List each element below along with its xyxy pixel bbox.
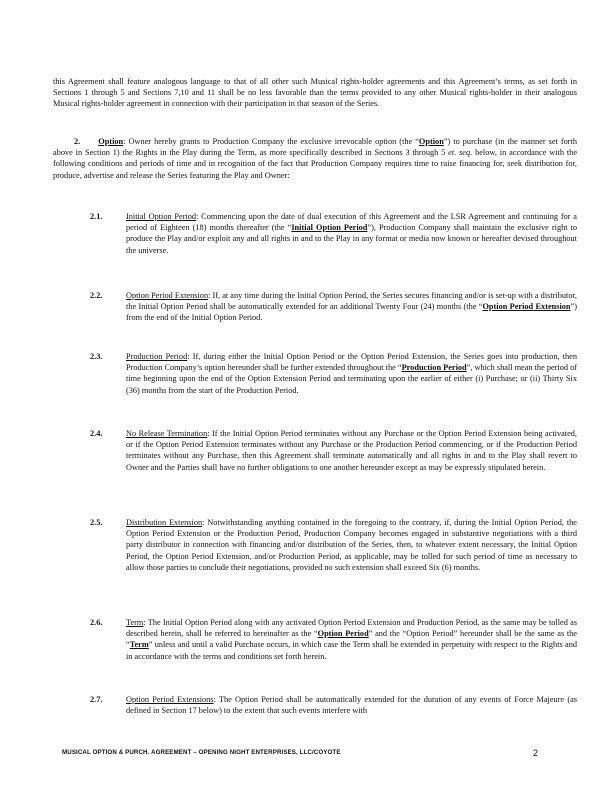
section-2-paragraph [53, 136, 577, 181]
subsection-text-2: ”, which shall mean the period of time beginning upon the end of the Option Extension Period and terminating upon the earlier of either (i) Purchase; or (ii) Thirty Six (36) months from the start of the Production Period. [126, 363, 578, 395]
subsection-text-2: ” and the “Option Period” hereunder shall be the same as the “ [126, 629, 577, 650]
subsection-defined-term: Option Period [317, 629, 369, 639]
section-2-text-1: : Owner hereby grants to Production Company the exclusive irrevocable option (the “ [123, 137, 419, 146]
subsection-2-1 [90, 211, 577, 256]
page-number: 2 [533, 748, 539, 758]
subsection-heading: Option Period Extensions [126, 695, 214, 704]
subsection-number: 2.4. [90, 429, 103, 438]
section-2-text-3: below, in accordance with the following conditions and periods of time and in recognition of the fact that Production Company requires time to raise financing for, seek distribution for, produce, advertise and release the Series featuring the Play and Owner: [53, 148, 577, 180]
subsection-number: 2.1. [90, 212, 103, 221]
subsection-number: 2.6. [90, 618, 103, 627]
subsection-2-2 [90, 290, 577, 324]
subsection-text: : If the Initial Option Period terminates without any Purchase or the Option Period Extension being activated, or if the Option Period Extension terminates without any Purchase or the Production Period commencing, or if the Production Period terminates without any Purchase, then this Agreement shall terminate automatically and all rights in and to the Play shall revert to Owner and the Parties shall have no further obligations to one another hereunder except as may be expressly stipulated herein. [126, 429, 577, 472]
subsection-defined-term: Production Period [401, 363, 467, 373]
section-2-number: 2. [74, 137, 81, 146]
section-2-text-2: ”) to purchase (in the manner set forth above in Section 1) the Rights in the Play during the Term, as more specifically described in Sections 3 through 5 [53, 137, 577, 158]
subsection-defined-term: Initial Option Period [291, 223, 368, 233]
subsection-2-4 [90, 428, 577, 473]
subsection-number: 2.7. [90, 695, 103, 704]
section-2-et-seq: et. seq. [448, 148, 473, 158]
subsection-text: : The Option Period shall be automatically extended for the duration of any events of Force Majeure (as defined in Section 17 below) to the extent that such events interfere with [126, 695, 577, 716]
intro-paragraph [53, 76, 577, 110]
subsection-2-7 [90, 694, 577, 716]
subsection-heading: Term [126, 618, 144, 627]
footer-title: MUSICAL OPTION & PURCH. AGREEMENT – OPENING NIGHT ENTERPRISES, LLC/COYOTE [62, 749, 341, 756]
subsection-text: : Commencing upon the date of dual execution of this Agreement and the LSR Agreement and continuing for a period of Eighteen (18) months thereafter (the “ [126, 212, 577, 233]
subsection-text-2: ”), Production Company shall maintain the exclusive right to produce the Play and/or exploit any and all rights in and to the Play in any format or media now known or hereafter devised throughout the universe. [126, 223, 578, 255]
subsection-text: : Notwithstanding anything contained in the foregoing to the contrary, if, during the Initial Option Period, the Option Period Extension or the Production Period, Production Company becomes engaged in substantive negotiations with a third party distributor in connection with financing and/or distribution of the Series, then, to whatever extent necessary, the Initial Option Period, the Option Period Extension, and/or Production Period, as applicable, may be tolled for such period of time as necessary to allow those parties to conclude their negotiations, provided no such extension shall exceed Six (6) months. [126, 518, 577, 572]
subsection-heading: Distribution Extension [126, 518, 203, 527]
subsection-text-2: ”) from the end of the Initial Option Period. [126, 302, 577, 323]
subsection-heading: Production Period [126, 352, 188, 361]
subsection-2-6 [90, 617, 577, 662]
subsection-2-5 [90, 517, 577, 573]
subsection-defined-term-2: Term [129, 640, 149, 650]
subsection-text: : The Initial Option Period along with any activated Option Period Extension and Production Period, as the same may be tolled as described herein, shall be referred to hereinafter as the “ [126, 618, 577, 639]
subsection-heading: Option Period Extension [126, 291, 209, 300]
subsection-heading: Initial Option Period [126, 212, 197, 221]
subsection-text-3: ” unless and until a valid Purchase occurs, in which case the Term shall be extended in perpetuity with respect to the Rights and in accordance with the terms and conditions set forth herein. [126, 640, 577, 661]
subsection-number: 2.2. [90, 291, 103, 300]
subsection-text: : If, at any time during the Initial Option Period, the Series secures financing and/or is set-up with a distributor, the Initial Option Period shall be automatically extended for an additional Twenty Four (24) months (the “ [126, 291, 577, 312]
subsection-defined-term: Option Period Extension [482, 302, 571, 312]
subsection-text: : If, during either the Initial Option Period or the Option Period Extension, the Series goes into production, then Production Company’s option hereunder shall be further extended throughout the “ [126, 352, 577, 373]
subsection-heading: No Release Termination [126, 429, 208, 438]
section-2-heading: Option [98, 137, 124, 146]
subsection-number: 2.5. [90, 518, 103, 527]
intro-text: this Agreement shall feature analogous language to that of all other such Musical rights-holder agreements and this Agreement’s terms, as set forth in Sections 1 through 5 and Sections 7,10 and 11 shall be no less favorable than the terms provided to any other Musical rights-holder in their analogous Musical rights-holder agreement in connection with their participation in that season of the Series. [53, 77, 577, 109]
subsection-2-3 [90, 351, 577, 396]
subsection-number: 2.3. [90, 352, 103, 361]
section-2-defined-term: Option [418, 137, 444, 146]
